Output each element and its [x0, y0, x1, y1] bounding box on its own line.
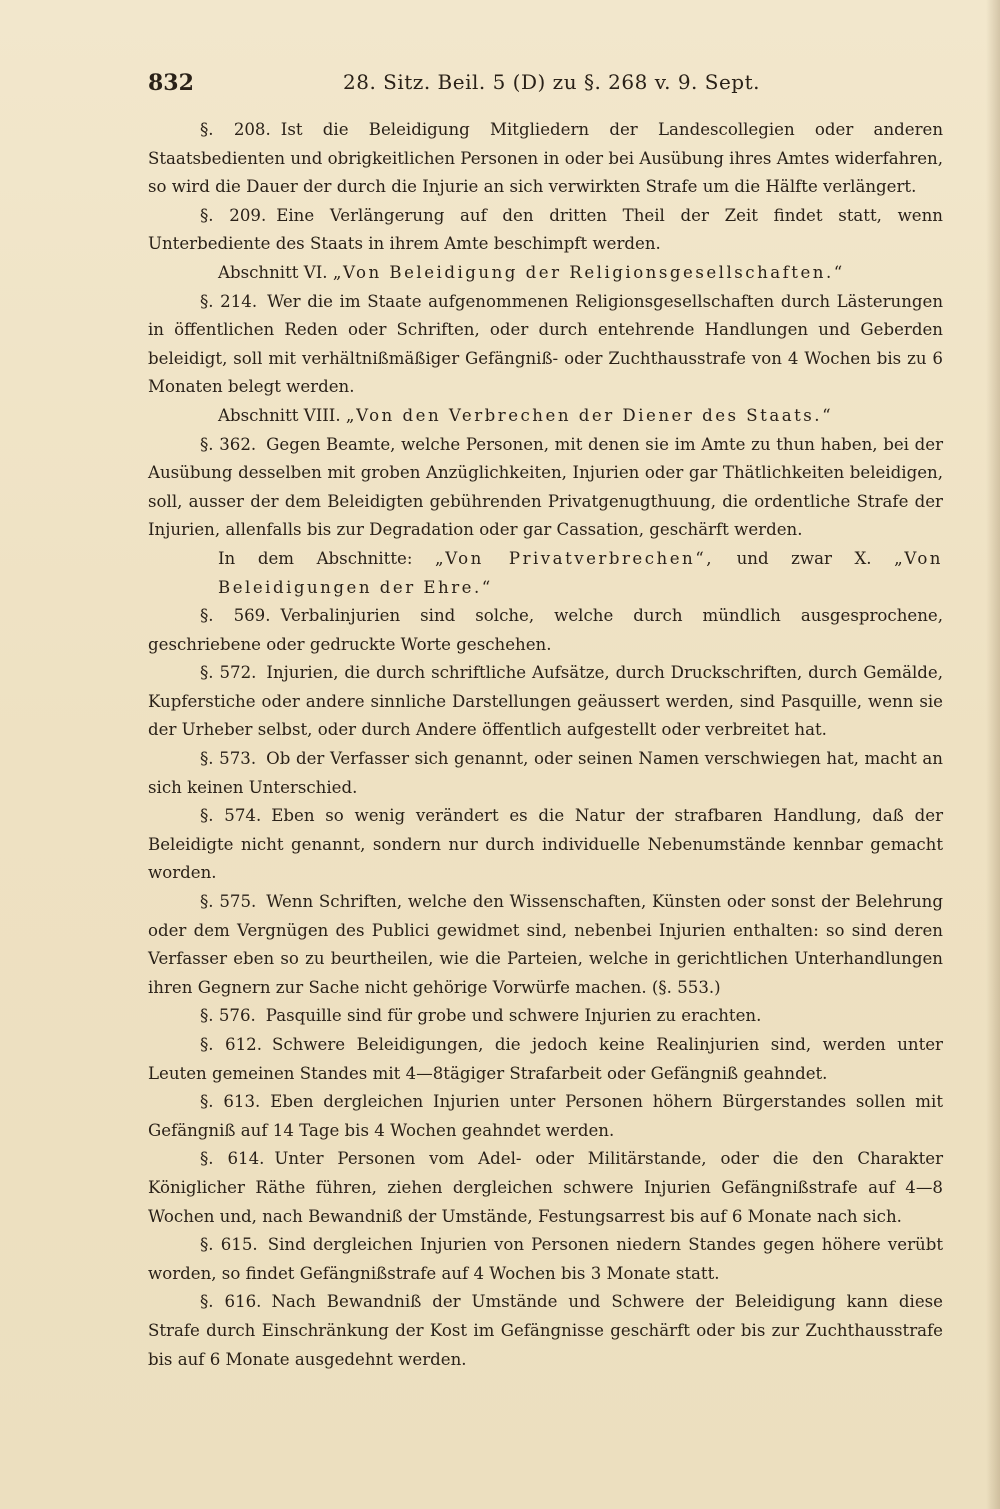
section-number: §. 612. — [200, 1035, 262, 1054]
paragraph-362 — [148, 431, 943, 545]
paragraph-text: Ist die Beleidigung Mitgliedern der Landescollegien oder anderen Staatsbedienten und obrigkeitlichen Personen in oder bei Ausübung ihres Amtes widerfahren, so wird die Dauer der durch die Injurie an sich verwirkten Strafe um die Hälfte verlängert. — [148, 120, 944, 197]
paragraph-616 — [148, 1288, 943, 1374]
paragraph-572 — [148, 659, 943, 745]
section-number: §. 576. — [200, 1006, 256, 1026]
paragraph-576 — [148, 1002, 943, 1031]
paragraph-text: Sind dergleichen Injurien von Personen niedern Standes gegen höhere verübt worden, so findet Gefängnißstrafe auf 4 Wochen bis 3 Monate statt. — [148, 1235, 944, 1283]
paragraph-text: Schwere Beleidigungen, die jedoch keine Realinjurien sind, werden unter Leuten gemeinen Standes mit 4—8tägiger Strafarbeit oder Gefängniß geahndet. — [148, 1035, 943, 1083]
paragraph-573 — [148, 745, 943, 802]
section-number: §. 572. — [200, 663, 257, 683]
section-number: §. 573. — [200, 749, 257, 769]
paragraph-text: Wer die im Staate aufgenommenen Religionsgesellschaften durch Lästerungen in öffentlichen Reden oder Schriften, oder durch entehrende Handlungen und Geberden beleidigt, soll mit verhältnißmäßiger Gefängniß- oder Zuchthausstrafe von 4 Wochen bis zu 6 Monaten belegt werden. — [148, 291, 944, 397]
section-number: §. 614. — [200, 1149, 265, 1169]
paragraph-214 — [148, 288, 943, 402]
section-number: §. 362. — [200, 434, 257, 454]
section-heading-vi — [148, 259, 943, 288]
paragraph-615 — [148, 1231, 943, 1288]
paragraph-text: Eben dergleichen Injurien unter Personen höhern Bürgerstandes sollen mit Gefängniß auf 14 Tage bis 4 Wochen geahndet werden. — [148, 1092, 943, 1140]
paragraph-text: Unter Personen vom Adel- oder Militärstande, oder die den Charakter Königlicher Räthe führen, ziehen dergleichen schwere Injurien Gefängnißstrafe auf 4—8 Wochen und, nach Bewandniß der Umstände, Festungsarrest bis auf 6 Monate nach sich. — [148, 1149, 943, 1226]
section-number: §. 569. — [200, 606, 271, 626]
paragraph-208 — [148, 116, 943, 202]
heading-title-1: „Von Privatverbrechen“, — [435, 548, 714, 568]
paragraph-text: Verbalinjurien sind solche, welche durch mündlich ausgesprochene, geschriebene oder gedruckte Worte geschehen. — [148, 606, 944, 654]
paragraph-text: Injurien, die durch schriftliche Aufsätze, durch Druckschriften, durch Gemälde, Kupferstiche oder andere sinnliche Darstellungen geäussert werden, sind Pasquille, wenn sie der Urheber selbst, oder durch Andere öffentlich aufgestellt oder verbreitet hat. — [148, 663, 943, 740]
heading-title-2: „Von Beleidigungen der Ehre.“ — [218, 548, 943, 597]
paragraph-text: Eine Verlängerung auf den dritten Theil der Zeit findet statt, wenn Unterbediente des Staats in ihrem Amte beschimpft werden. — [148, 205, 943, 254]
section-number: §. 208. — [200, 120, 271, 139]
section-number: §. 613. — [200, 1092, 261, 1112]
heading-title: „Von Beleidigung der Religionsgesellschaften.“ — [332, 262, 845, 282]
paragraph-574 — [148, 802, 943, 888]
paragraph-612 — [148, 1031, 943, 1088]
paragraph-text: Wenn Schriften, welche den Wissenschaften, Künsten oder sonst der Belehrung oder dem Vergnügen des Publici gewidmet sind, nebenbei Injurien enthalten: so sind deren Verfasser eben so zu beurtheilen, wie die Parteien, welche in gerichtlichen Unterhandlungen ihren Gegnern zur Sache nicht gehörige Vorwürfe machen. (§. 553.) — [148, 892, 943, 997]
section-number: §. 214. — [200, 291, 258, 311]
running-head: 28. Sitz. Beil. 5 (D) zu §. 268 v. 9. Sept. — [343, 70, 761, 94]
heading-label: Abschnitt VI. — [218, 262, 328, 282]
paragraph-209 — [148, 202, 943, 259]
paragraph-text: Nach Bewandniß der Umstände und Schwere der Beleidigung kann diese Strafe durch Einschränkung der Kost im Gefängnisse geschärft oder bis zur Zuchthausstrafe bis auf 6 Monate ausgedehnt werden. — [148, 1292, 943, 1369]
heading-title: „Von den Verbrechen der Diener des Staats.“ — [345, 405, 834, 425]
document-body — [148, 116, 943, 1374]
section-number: §. 615. — [200, 1235, 258, 1255]
section-number: §. 574. — [200, 806, 262, 826]
section-heading-x — [148, 545, 943, 602]
paragraph-text: Pasquille sind für grobe und schwere Injurien zu erachten. — [265, 1006, 762, 1026]
paragraph-575 — [148, 888, 943, 1002]
paragraph-text: Gegen Beamte, welche Personen, mit denen sie im Amte zu thun haben, bei der Ausübung desselben mit groben Anzüglichkeiten, Injurien oder gar Thätlichkeiten beleidigen, soll, ausser der dem Beleidigten gebührenden Privatgenugthuung, die ordentliche Strafe der Injurien, allenfalls bis zur Degradation oder gar Cassation, geschärft werden. — [148, 434, 943, 540]
paragraph-text: Eben so wenig verändert es die Natur der strafbaren Handlung, daß der Beleidigte nicht genannt, sondern nur durch individuelle Nebenumstände kennbar gemacht worden. — [148, 806, 944, 883]
section-number: §. 575. — [200, 892, 257, 912]
heading-middle: und zwar X. — [736, 548, 872, 568]
page-number: 832 — [148, 70, 194, 96]
page-header — [148, 70, 946, 104]
heading-prefix: In dem Abschnitte: — [218, 548, 413, 568]
page-edge-shadow — [986, 0, 1000, 1509]
heading-label: Abschnitt VIII. — [218, 405, 341, 425]
section-number: §. 209. — [200, 205, 267, 225]
paragraph-text: Ob der Verfasser sich genannt, oder seinen Namen verschwiegen hat, macht an sich keinen Unterschied. — [148, 749, 943, 797]
section-heading-viii — [148, 402, 943, 431]
paragraph-569 — [148, 602, 943, 659]
paragraph-614 — [148, 1145, 943, 1231]
paragraph-613 — [148, 1088, 943, 1145]
section-number: §. 616. — [200, 1292, 262, 1312]
